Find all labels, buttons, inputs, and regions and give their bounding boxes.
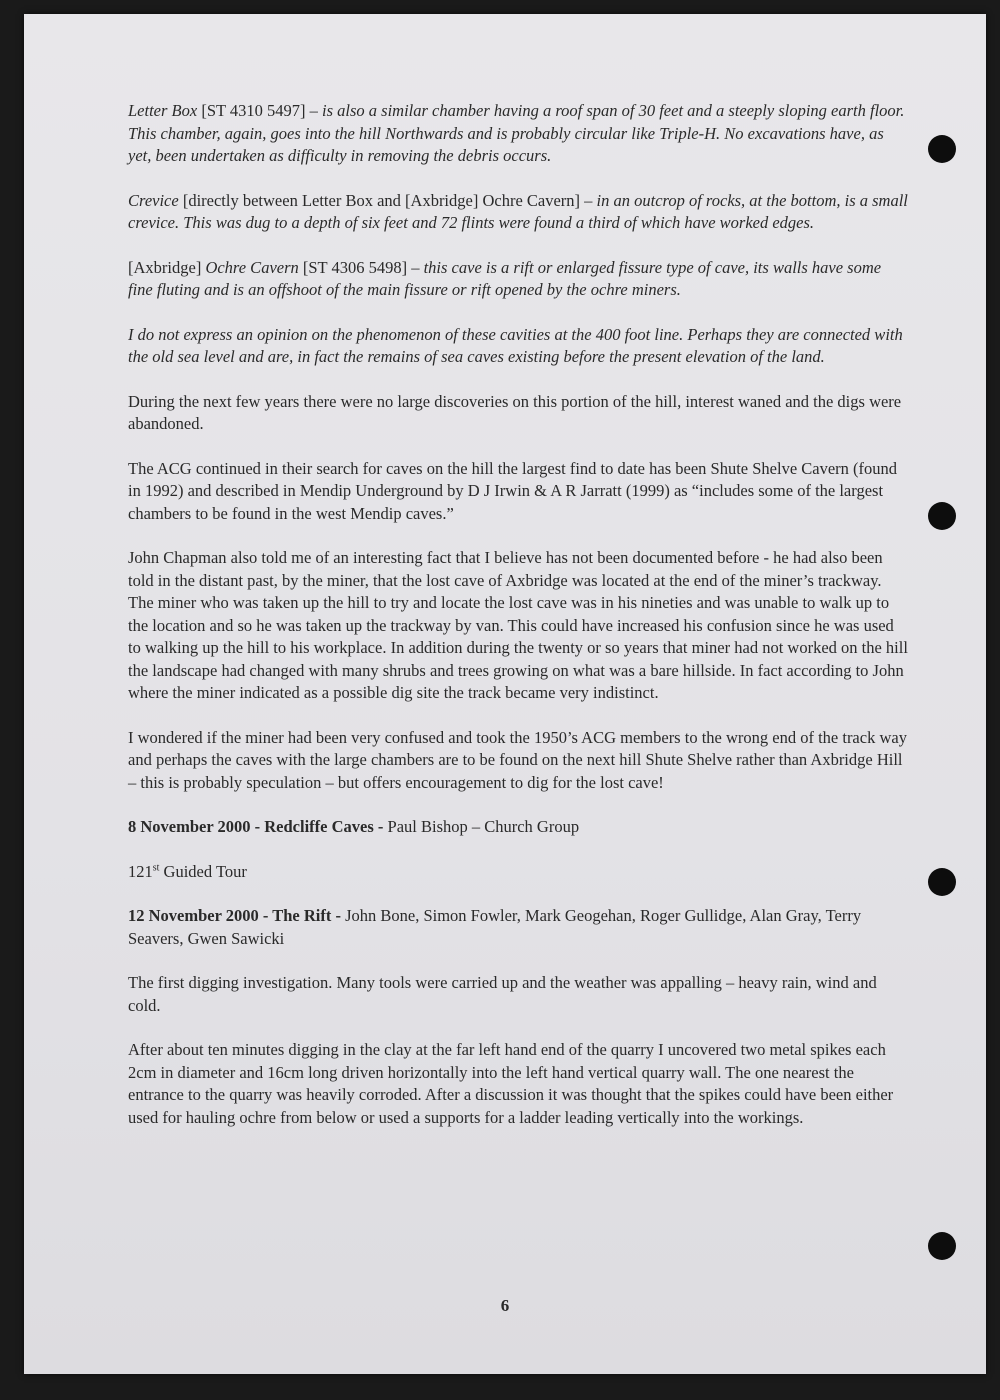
entry-heading: 8 November 2000 - Redcliffe Caves - [128,817,388,836]
paragraph-ochre-cavern [128,257,908,302]
cave-name: Ochre Cavern [205,257,299,277]
page-number: 6 [500,1296,510,1315]
entry-heading: 12 November 2000 - The Rift - [128,906,346,925]
punch-hole [928,135,956,163]
tour-number: 121 [128,861,153,881]
paragraph-text: During the next few years there were no large discoveries on this portion of the hill, interest waned and the digs were abandoned. [128,391,902,433]
punch-hole [928,1232,956,1260]
guided-tour-line [128,861,908,884]
tour-text: Guided Tour [159,861,247,881]
paragraph-text: After about ten minutes digging in the clay at the far left hand end of the quarry I uncovered two metal spikes each 2cm in diameter and 16cm long driven horizontally into the left hand vertical quarry wall. The one nearest the entrance to the quarry was heavily corroded. After a discussion it was thought that the spikes could have been either used for hauling ochre from below or used a supports for a ladder leading vertically into the workings. [128,1040,894,1127]
punch-hole [928,502,956,530]
paragraph-text: I wondered if the miner had been very confused and took the 1950’s ACG members to the wrong end of the track way and perhaps the caves with the large chambers are to be found on the next hill Shute Shelve rather than Axbridge Hill – this is probably speculation – but offers encouragement to dig for the lost cave! [128,727,907,792]
cave-description: – is also a similar chamber having a roof span of 30 feet and a steeply sloping earth floor. This chamber, again, goes into the hill Northwards and is probably circular like Triple-H. No excavations have, as yet, been undertaken as difficulty in removing the debris occurs. [128,101,905,165]
entry-people: Paul Bishop – Church Group [387,817,580,836]
paragraph-text: The ACG continued in their search for caves on the hill the largest find to date has been Shute Shelve Cavern (found in 1992) and described in Mendip Underground by D J Irwin & A R Jarratt (1999) as “includes some of the largest chambers to be found in the west Mendip caves.” [128,458,898,523]
paragraph-text: John Chapman also told me of an interesting fact that I believe has not been documented before - he had also been told in the distant past, by the miner, that the lost cave of Axbridge was located at the end of the miner’s trackway. The miner who was taken up the hill to try and locate the lost cave was in his nineties and was unable to walk up to the location and so he was taken up the trackway by van. This could have increased his confusion since he was used to walking up the hill to his workplace. In addition during the twenty or so years that miner had not worked on the hill the landscape had changed with many shrubs and trees growing on what was a bare hillside. In fact according to John where the miner indicated as a possible dig site the track became very indistinct. [128,548,908,702]
grid-reference: [ST 4306 5498] [298,257,412,277]
paragraph-text: The first digging investigation. Many tools were carried up and the weather was appalling – heavy rain, wind and cold. [128,973,877,1015]
cave-prefix: [Axbridge] [128,257,206,277]
grid-reference: [directly between Letter Box and [Axbridge] Ochre Cavern] [178,190,585,210]
paragraph-crevice [128,190,908,235]
cave-description: – in an outcrop of rocks, at the bottom, is a small crevice. This was dug to a depth of six feet and 72 flints were found a third of which have worked edges. [128,190,908,232]
cave-description: – this cave is a rift or enlarged fissure type of cave, its walls have some fine fluting and is an offshoot of the main fissure or rift opened by the ochre miners. [128,257,882,299]
cave-name: Crevice [128,190,179,210]
punch-hole [928,868,956,896]
document-page [24,14,986,1374]
page-body [128,100,908,1151]
paragraph-opinion: I do not express an opinion on the phenomenon of these cavities at the 400 foot line. Perhaps they are connected with the old sea level and are, in fact the remains of sea caves existing before the present elevation of the land. [128,324,903,366]
log-entry-redcliffe [128,816,908,839]
log-entry-the-rift [128,905,908,950]
grid-reference: [ST 4310 5497] [197,101,310,120]
tour-suffix: st [152,862,160,873]
entry-people: John Bone, Simon Fowler, Mark Geogehan, Roger Gullidge, Alan Gray, Terry Seavers, Gwen Sawicki [128,906,862,948]
cave-name: Letter Box [128,101,198,120]
paragraph-letter-box [128,100,908,168]
